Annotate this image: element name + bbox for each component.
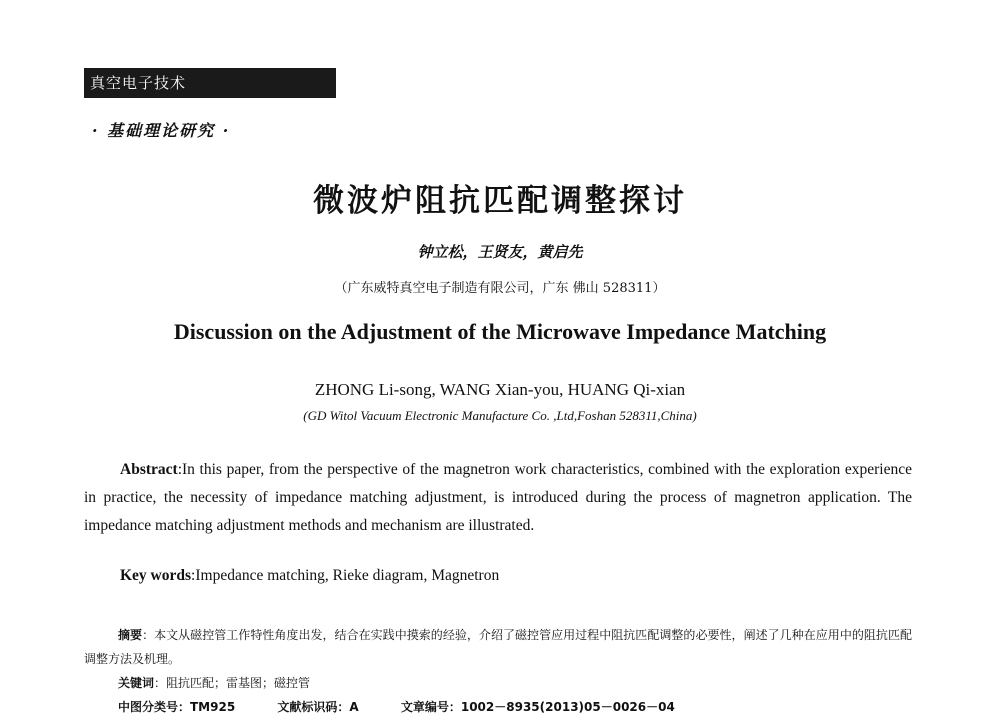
keywords-zh: [118, 674, 310, 691]
authors-en: ZHONG Li-song, WANG Xian-you, HUANG Qi-xian: [314, 380, 686, 399]
affiliation-zh: （广东威特真空电子制造有限公司，广东 佛山 528311）: [334, 281, 666, 296]
paper-title-en: Discussion on the Adjustment of the Microwave Impedance Matching: [173, 319, 827, 344]
keywords-zh-text: ：阻抗匹配；雷基图；磁控管: [154, 676, 311, 690]
paper-title-zh: 微波炉阻抗匹配调整探讨: [313, 183, 687, 219]
keywords-en-label: Key words: [120, 567, 192, 584]
classification-row: [118, 698, 918, 715]
keywords-en-text: :Impedance matching, Rieke diagram, Magnetron: [191, 567, 500, 584]
keywords-en: [120, 567, 499, 585]
document-code: 文献标识码：A: [277, 700, 359, 714]
journal-banner: [84, 68, 336, 98]
section-label: · 基础理论研究 ·: [92, 121, 231, 140]
abstract-en-label: Abstract: [120, 461, 178, 478]
abstract-zh-label: 摘要: [118, 628, 143, 642]
abstract-en: [84, 456, 912, 540]
keywords-zh-label: 关键词: [118, 676, 155, 690]
article-id: 文章编号：1002－8935(2013)05－0026－04: [400, 700, 675, 714]
affiliation-en: (GD Witol Vacuum Electronic Manufacture Co. ,Ltd,Foshan 528311,China): [303, 408, 697, 423]
journal-name: 真空电子技术: [90, 74, 187, 92]
abstract-zh: [84, 623, 912, 671]
authors-zh: 钟立松，王贤友，黄启先: [417, 243, 583, 261]
abstract-zh-text: ：本文从磁控管工作特性角度出发，结合在实践中摸索的经验，介绍了磁控管应用过程中阻抗匹配调整的必要性，阐述了几种在应用中的阻抗匹配调整方法及机理。: [84, 628, 912, 666]
abstract-en-text: :In this paper, from the perspective of the magnetron work characteristics, combined with the exploration experience in practice, the necessity of impedance matching adjustment, is introduced during the process of magnetron application. The impedance matching adjustment methods and mechanism are illustrated.: [84, 461, 912, 534]
clc-number: 中图分类号：TM925: [118, 700, 236, 714]
